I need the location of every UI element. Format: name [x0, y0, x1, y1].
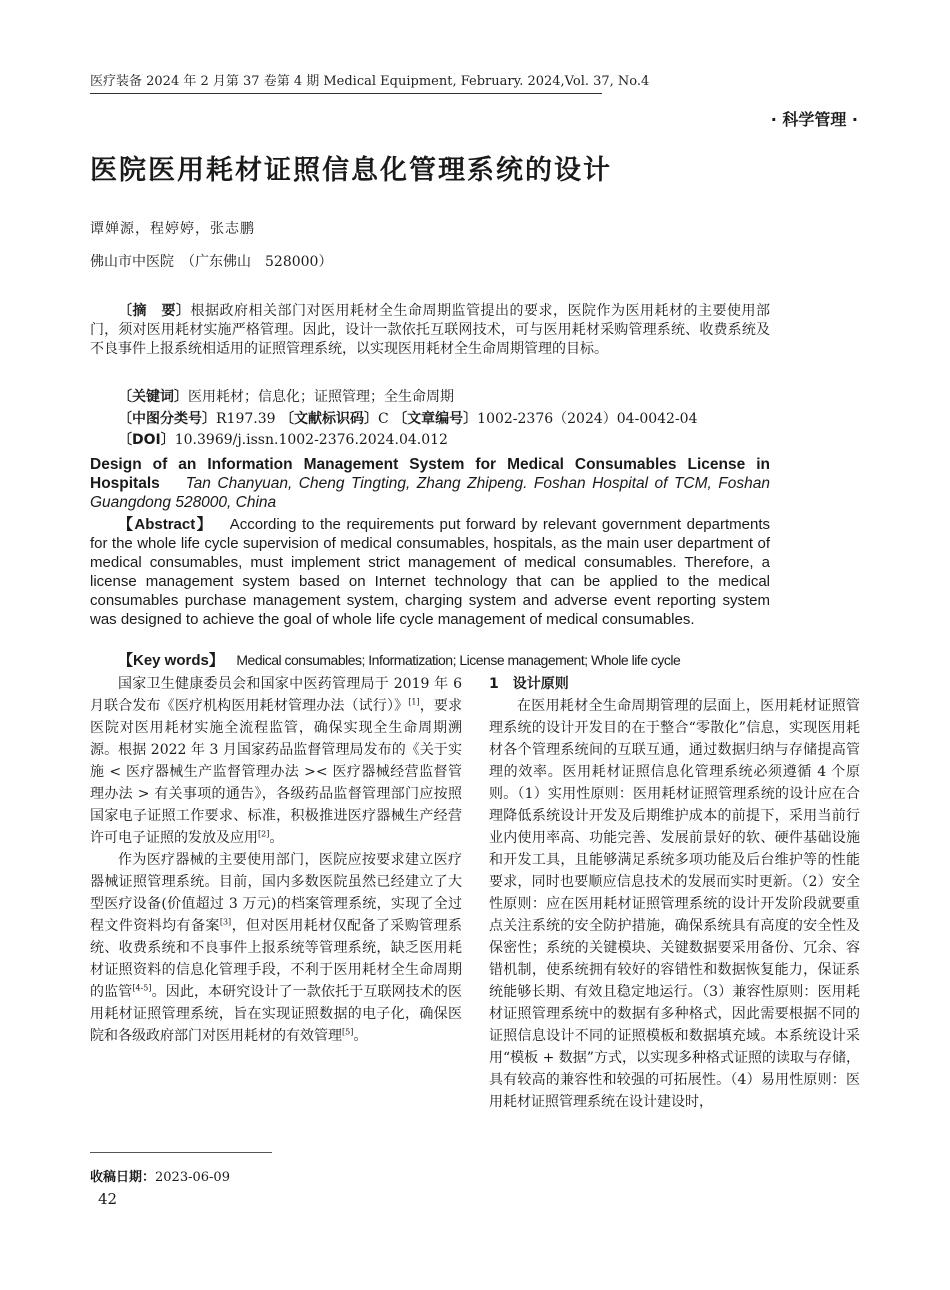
doc-code-label: 〔文献标识码〕 — [279, 411, 378, 427]
intro-p1-text-b: ，要求医院对医用耗材实施全流程监管，确保实现全生命周期溯源。根据 2022 年 3 月国家药品监督管理局发布的《关于实施 < 医疗器械生产监督管理办法 >< 医疗器械经营监督管理办法 > 有关事项的通告》，各级药品监督管理部门应按照国家电子证照工作要求、标准，积极推进医疗器械生产经营许可电子证照的发放及应用 — [90, 698, 462, 846]
abstract-en-text: According to the requirements put forward by relevant government departments for the whole life cycle supervision of medical consumables, hospitals, as the main user department of medical consumables, must implement strict management of medical consumables. Therefore, a license management system based on Internet technology that can be applied to the medical consumables purchase management system, charging system and adverse event reporting system was designed to achieve the goal of whole life cycle management of medical consumables. — [90, 516, 770, 628]
keywords-en-text: Medical consumables; Informatization; License management; Whole life cycle — [236, 652, 681, 668]
citation-3: [3] — [219, 917, 232, 927]
keywords-zh-text: 医用耗材；信息化；证照管理；全生命周期 — [188, 389, 454, 405]
article-number-value: 1002-2376（2024）04-0042-04 — [477, 411, 698, 427]
clc-label: 〔中图分类号〕 — [118, 411, 216, 427]
doi-value: 10.3969/j.issn.1002-2376.2024.04.012 — [174, 432, 448, 448]
received-value: 2023-06-09 — [155, 1170, 230, 1185]
body-left-column — [90, 673, 462, 1047]
abstract-zh — [90, 302, 770, 359]
citation-1: [1] — [408, 697, 420, 707]
abstract-en — [90, 515, 770, 629]
intro-p2-text-b: ，但对医用耗材仅配备了采购管理系统、收费系统和不良事件上报系统等管理系统，缺乏医用耗材证照资料的信息化管理手段，不利于医用耗材全生命周期的监管 — [90, 918, 463, 1000]
citation-4-5: [4-5] — [132, 983, 152, 993]
intro-paragraph-1 — [90, 673, 462, 849]
page-number: 42 — [98, 1190, 118, 1208]
classification-line — [118, 408, 698, 428]
english-title: Design of an Information Management System for Medical Consumables License in Hospitals — [90, 456, 770, 492]
article-number-label: 〔文章编号〕 — [393, 411, 478, 427]
keywords-en-label: 【Key words】 — [118, 652, 224, 669]
keywords-en — [118, 649, 680, 670]
citation-5: [5] — [342, 1027, 354, 1037]
intro-p1-text-a: 国家卫生健康委员会和国家中医药管理局于 2019 年 6 月联合发布《医疗机构医用耗材管理办法（试行）》 — [90, 676, 462, 714]
received-label: 收稿日期： — [90, 1170, 156, 1185]
header-rule — [90, 93, 602, 94]
affiliation: 佛山市中医院 （广东佛山 528000） — [90, 254, 333, 270]
keywords-zh-label: 〔关键词〕 — [118, 389, 188, 405]
english-title-block — [90, 455, 770, 512]
intro-p1-text-c: 。 — [269, 830, 284, 846]
section-tag: · 科学管理 · — [770, 110, 858, 129]
authors: 谭婵源，程婷婷，张志鹏 — [90, 221, 255, 237]
abstract-zh-text: 根据政府相关部门对医用耗材全生命周期监管提出的要求，医院作为医用耗材的主要使用部门，须对医用耗材实施严格管理。因此，设计一款依托互联网技术，可与医用耗材采购管理系统、收费系统及不良事件上报系统相适用的证照管理系统，以实现医用耗材全生命周期管理的目标。 — [90, 303, 770, 357]
running-header: 医疗装备 2024 年 2 月第 37 卷第 4 期 Medical Equipment, February. 2024,Vol. 37, No.4 — [90, 74, 650, 89]
received-date — [90, 1166, 230, 1185]
clc-value: R197.39 — [216, 411, 276, 427]
intro-paragraph-2 — [90, 849, 462, 1047]
section-1-heading: 1 设计原则 — [489, 676, 569, 692]
article-title: 医院医用耗材证照信息化管理系统的设计 — [90, 155, 612, 186]
keywords-zh — [118, 386, 454, 406]
english-authors: Tan Chanyuan, Cheng Tingting, Zhang Zhipeng. Foshan Hospital of TCM, Foshan Guangdong 528000, China — [90, 475, 770, 511]
citation-2: [2] — [258, 829, 270, 839]
abstract-zh-label: 〔摘 要〕 — [118, 303, 191, 319]
body-right-column — [489, 673, 860, 1113]
doc-code-value: C — [377, 411, 389, 427]
doi-line — [118, 429, 448, 449]
intro-p2-text-d: 。 — [353, 1028, 368, 1044]
section-1-paragraph: 在医用耗材全生命周期管理的层面上，医用耗材证照管理系统的设计开发目的在于整合“零散化”信息，实现医用耗材各个管理系统间的互联互通，通过数据归纳与存储提高管理的效率。医用耗材证照信息化管理系统必须遵循 4 个原则。（1）实用性原则：医用耗材证照管理系统的设计应在合理降低系统设计开发及后期维护成本的前提下，采用当前行业内使用率高、功能完善、发展前景好的软、硬件基础设施和开发工具，且能够满足系统多项功能及后台维护等的性能要求，同时也要顺应信息技术的发展而实时更新。（2）安全性原则：应在医用耗材证照管理系统的设计开发阶段就要重点关注系统的安全防护措施，确保系统具有高度的安全性及保密性；系统的关键模块、关键数据要采用备份、冗余、容错机制，使系统拥有较好的容错性和数据恢复能力，保证系统能够长期、有效且稳定地运行。（3）兼容性原则：医用耗材证照管理系统中的数据有多种格式，因此需要根据不同的证照信息设计不同的证照模板和数据填充域。本系统设计采用“模板 + 数据”方式，以实现多种格式证照的读取与存储，具有较高的兼容性和较强的可拓展性。（4）易用性原则：医用耗材证照管理系统在设计建设时， — [489, 698, 860, 1110]
doi-label: 〔DOI〕 — [118, 432, 175, 448]
intro-p2-text-a: 作为医疗器械的主要使用部门，医院应按要求建立医疗器械证照管理系统。目前，国内多数医院虽然已经建立了大型医疗设备(价值超过 3 万元)的档案管理系统，实现了全过程文件资料均有备案 — [90, 852, 462, 934]
intro-p2-text-c: 。因此，本研究设计了一款依托于互联网技术的医用耗材证照管理系统，旨在实现证照数据的电子化，确保医院和各级政府部门对医用耗材的有效管理 — [90, 984, 463, 1044]
footnote-rule — [90, 1152, 272, 1153]
abstract-en-label: 【Abstract】 — [118, 516, 214, 533]
